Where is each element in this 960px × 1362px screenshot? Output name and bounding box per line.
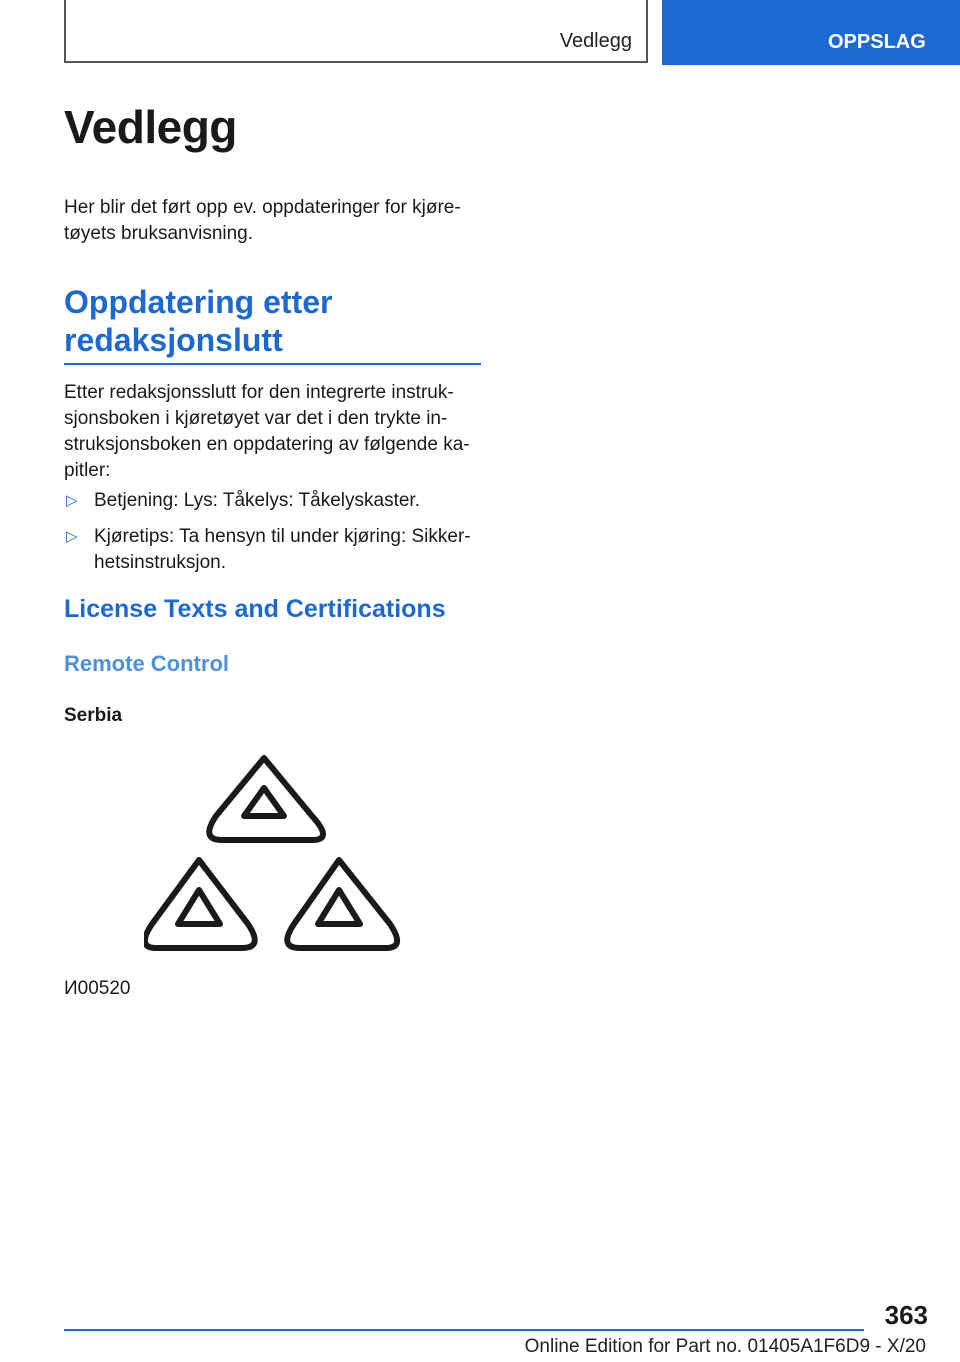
license-section-title: License Texts and Certifications [64,595,446,623]
triangle-bullet-icon: ▷ [66,528,78,545]
certification-triangles-logo-icon [144,748,404,960]
bullet-list [64,488,482,586]
triangle-bullet-icon: ▷ [66,492,78,509]
section-title: Oppdatering etter redaksjonslutt [64,283,481,365]
page-title: Vedlegg [64,101,237,153]
certification-code: И00520 [64,978,131,999]
list-item [64,488,482,514]
footer-edition-text: Online Edition for Part no. 01405A1F6D9 - X/20 [524,1336,926,1357]
body-paragraph: Etter redaksjonsslutt for den integrerte instruksjonsboken i kjøretøyet var det i den trykte instruksjonsboken en oppdatering av følgende kapitler: [64,382,470,481]
list-item [64,524,482,576]
country-label: Serbia [64,705,123,726]
page-number: 363 [884,1300,928,1330]
header-section-title: Vedlegg [559,30,632,52]
footer-divider [64,1329,864,1331]
header-tab-oppslag[interactable]: OPPSLAG [662,0,960,65]
header-box [64,0,648,63]
list-item-text: Betjening: Lys: Tåkelys: Tåkelyskaster. [94,490,420,511]
intro-paragraph: Her blir det ført opp ev. oppdateringer for kjøretøyets bruksanvisning. [64,197,461,244]
list-item-text: Kjøretips: Ta hensyn til under kjøring: Sikkerhetsinstruksjon. [94,526,471,573]
remote-control-subtitle: Remote Control [64,651,229,676]
